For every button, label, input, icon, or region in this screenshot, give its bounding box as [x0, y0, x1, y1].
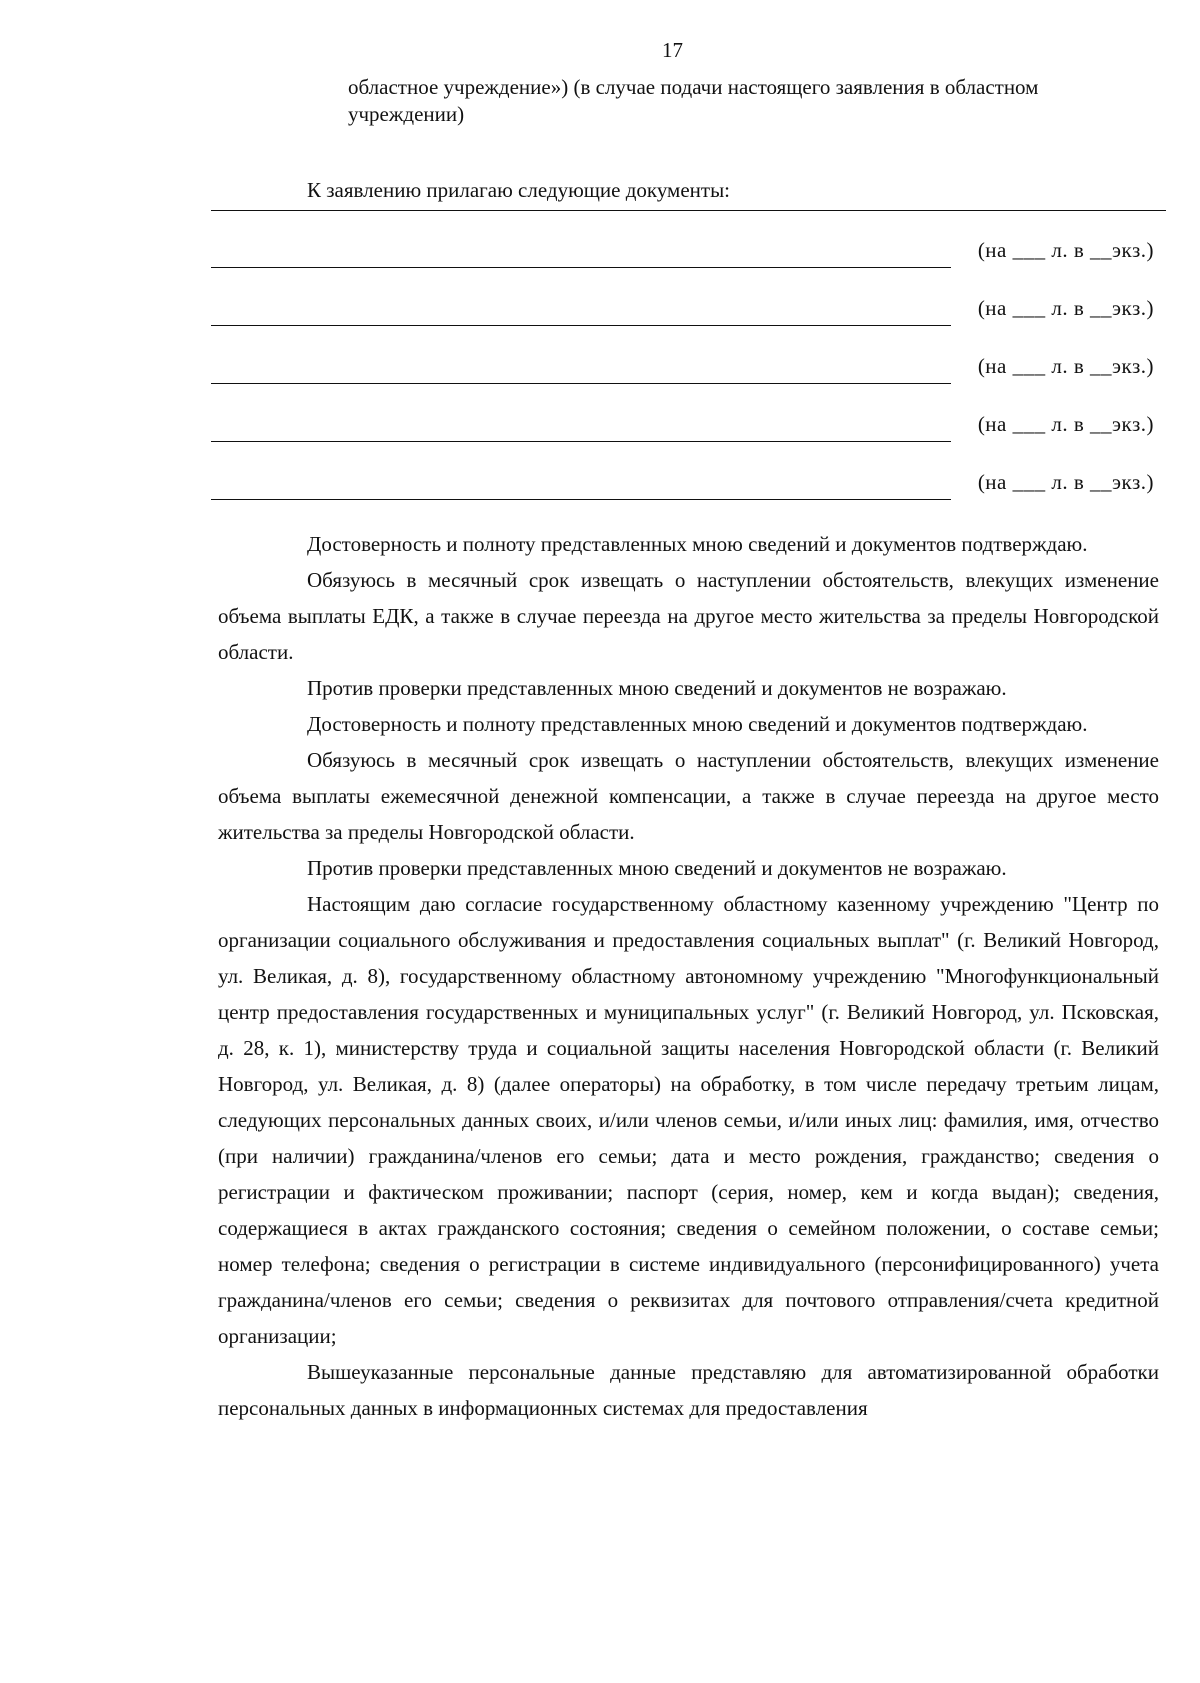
paragraph: Против проверки представленных мною сведений и документов не возражаю. [307, 856, 1007, 880]
attachment-blank-line [211, 499, 951, 500]
attachment-row [211, 354, 1166, 384]
paragraph: Достоверность и полноту представленных мною сведений и документов подтверждаю. [307, 712, 1088, 736]
attachment-row [211, 470, 1166, 500]
attachments-rule [211, 210, 1166, 211]
paragraph: Обязуюсь в месячный срок извещать о наступлении обстоятельств, влекущих изменение объема выплаты ежемесячной денежной компенсации, а также в случае переезда на другое место жительства за пределы Новгородской области. [218, 748, 1159, 844]
attachment-blank-line [211, 325, 951, 326]
body-text [218, 526, 1159, 1426]
paragraph: Обязуюсь в месячный срок извещать о наступлении обстоятельств, влекущих изменение объема выплаты ЕДК, а также в случае переезда на другое место жительства за пределы Новгородской области. [218, 568, 1159, 664]
attachment-blank-line [211, 441, 951, 442]
attachment-row [211, 412, 1166, 442]
attachment-count: (на ___ л. в __экз.) [977, 354, 1154, 378]
attachment-count: (на ___ л. в __экз.) [977, 296, 1154, 320]
attachment-row [211, 238, 1166, 268]
paragraph: Вышеуказанные персональные данные представляю для автоматизированной обработки персональных данных в информационных системах для предоставления [218, 1360, 1159, 1420]
header-note: областное учреждение») (в случае подачи настоящего заявления в областном учреждении) [348, 75, 1039, 126]
attachment-count: (на ___ л. в __экз.) [977, 470, 1154, 494]
attachment-blank-line [211, 383, 951, 384]
attachment-count: (на ___ л. в __экз.) [977, 412, 1154, 436]
page-number: 17 [662, 38, 683, 62]
paragraph: Настоящим даю согласие государственному областному казенному учреждению "Центр по организации социального обслуживания и предоставления социальных выплат" (г. Великий Новгород, ул. Великая, д. 8), государственному областному автономному учреждению "Многофункциональный центр предоставления государственных и муниципальных услуг" (г. Великий Новгород, ул. Псковская, д. 28, к. 1), министерству труда и социальной защиты населения Новгородской области (г. Великий Новгород, ул. Великая, д. 8) (далее операторы) на обработку, в том числе передачу третьим лицам, следующих персональных данных своих, и/или членов семьи, и/или иных лиц: фамилия, имя, отчество (при наличии) гражданина/членов его семьи; дата и место рождения, гражданство; сведения о регистрации и фактическом проживании; паспорт (серия, номер, кем и когда выдан); сведения, содержащиеся в актах гражданского состояния; сведения о семейном положении, о составе семьи; номер телефона; сведения о регистрации в системе индивидуального (персонифицированного) учета гражданина/членов его семьи; сведения о реквизитах для почтового отправления/счета кредитной организации; [218, 892, 1159, 1348]
attachment-count: (на ___ л. в __экз.) [977, 238, 1154, 262]
attachment-row [211, 296, 1166, 326]
paragraph: Достоверность и полноту представленных мною сведений и документов подтверждаю. [307, 532, 1088, 556]
paragraph: Против проверки представленных мною сведений и документов не возражаю. [307, 676, 1007, 700]
attachment-blank-line [211, 267, 951, 268]
attachments-intro: К заявлению прилагаю следующие документы: [307, 178, 731, 202]
